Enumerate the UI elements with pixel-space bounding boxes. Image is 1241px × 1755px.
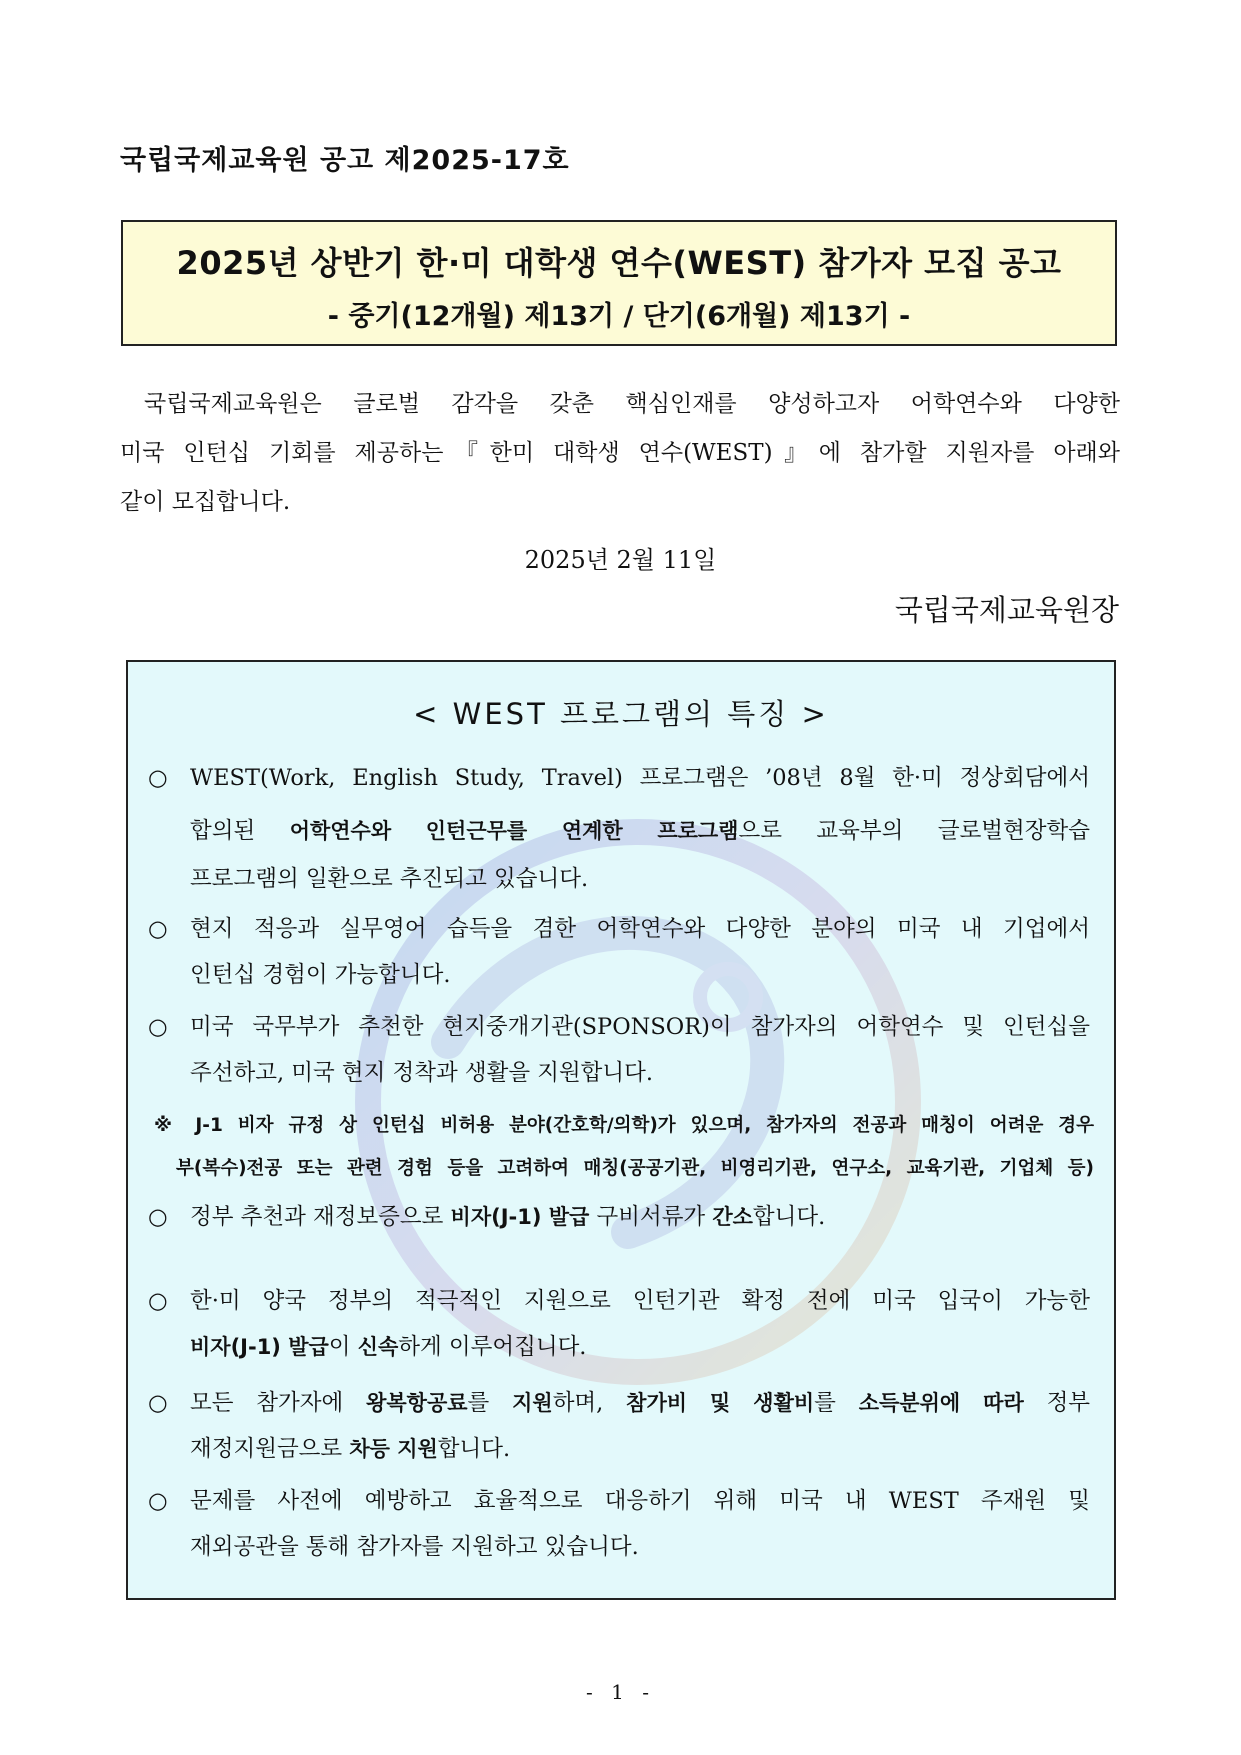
text-run: 정부 추천과 재정보증으로: [190, 1204, 451, 1230]
bullet-mark: ○: [148, 916, 168, 942]
text-run: 합의된: [190, 818, 290, 844]
emphasis: 소득분위에 따라: [858, 1391, 1024, 1415]
features-heading: < WEST 프로그램의 특징 >: [413, 697, 829, 731]
note-line: ※ J-1 비자 규정 상 인턴십 비허용 분야(간호학/의학)가 있으며, 참가자의 전공과 매칭이 어려운 경우: [154, 1115, 1094, 1136]
emphasis: 참가비 및 생활비: [626, 1391, 815, 1415]
notice-number: 국립국제교육원 공고 제2025-17호: [120, 145, 570, 176]
text-run: 구비서류가: [589, 1204, 713, 1230]
page-number: - 1 -: [586, 1680, 655, 1704]
notice-date: 2025년 2월 11일: [524, 546, 717, 574]
features-box: [126, 660, 1116, 1600]
bullet-mark: ○: [148, 1488, 168, 1514]
emphasis: 비자(J-1) 발급: [450, 1205, 590, 1229]
feature-line: 인턴십 경험이 가능합니다.: [190, 962, 451, 988]
bullet-mark: ○: [148, 1204, 168, 1230]
bullet-mark: ○: [148, 1288, 168, 1314]
feature-line: 프로그램의 일환으로 추진되고 있습니다.: [190, 866, 589, 892]
intro-paragraph: [120, 380, 1120, 527]
emphasis: 간소: [712, 1205, 753, 1229]
emphasis: 신속: [357, 1335, 399, 1359]
text-run: 를: [467, 1390, 513, 1416]
feature-line: 재외공관을 통해 참가자를 지원하고 있습니다.: [190, 1534, 639, 1560]
text-run: 합니다.: [437, 1436, 511, 1462]
document-title: 2025년 상반기 한·미 대학생 연수(WEST) 참가자 모집 공고: [176, 244, 1062, 282]
visa-note: [154, 1104, 1094, 1190]
feature-line: [190, 1426, 1090, 1472]
text-run: 를: [814, 1390, 859, 1416]
feature-line: 현지 적응과 실무영어 습득을 겸한 어학연수와 다양한 분야의 미국 내 기업에서: [190, 916, 1090, 942]
feature-line: 문제를 사전에 예방하고 효율적으로 대응하기 위해 미국 내 WEST 주재원 및: [190, 1488, 1090, 1514]
feature-line: [190, 1380, 1090, 1426]
document-subtitle: - 중기(12개월) 제13기 / 단기(6개월) 제13기 -: [327, 301, 911, 332]
text-run: 모든 참가자에: [190, 1390, 367, 1416]
emphasis: 비자(J-1) 발급: [190, 1335, 329, 1359]
bullet-mark: ○: [148, 765, 168, 791]
bullet-mark: ○: [148, 1390, 168, 1416]
text-run: 합니다.: [752, 1204, 826, 1230]
text-run: 재정지원금으로: [190, 1436, 350, 1462]
text-run: 하며,: [552, 1390, 627, 1416]
feature-line: 한·미 양국 정부의 적극적인 지원으로 인턴기관 확정 전에 미국 입국이 가능한: [190, 1288, 1090, 1314]
feature-line: 주선하고, 미국 현지 정착과 생활을 지원합니다.: [190, 1060, 654, 1086]
text-run: 으로 교육부의 글로벌현장학습: [738, 818, 1090, 844]
emphasis: 차등 지원: [349, 1437, 438, 1461]
note-line: 부(복수)전공 또는 관련 경험 등을 고려하여 매칭(공공기관, 비영리기관, 연구소, 교육기관, 기업체 등): [176, 1158, 1094, 1179]
text-run: 정부: [1023, 1390, 1091, 1416]
emphasis: 왕복항공료: [366, 1391, 468, 1415]
emphasis: 어학연수와 인턴근무를 연계한 프로그램: [289, 819, 739, 843]
feature-line: 미국 국무부가 추천한 현지중개기관(SPONSOR)이 참가자의 어학연수 및 인턴십을: [190, 1014, 1090, 1040]
feature-line: [190, 807, 1090, 855]
bullet-mark: ○: [148, 1014, 168, 1040]
text-run: 이: [328, 1334, 358, 1360]
intro-line: 같이 모집합니다.: [120, 489, 291, 515]
text-run: 하게 이루어집니다.: [398, 1334, 587, 1360]
feature-line: [190, 1324, 1090, 1370]
intro-line: 국립국제교육원은 글로벌 감각을 갖춘 핵심인재를 양성하고자 어학연수와 다양한: [144, 391, 1120, 417]
title-box: [121, 220, 1117, 346]
emphasis: 지원: [512, 1391, 553, 1415]
signer: 국립국제교육원장: [894, 593, 1119, 627]
feature-line: WEST(Work, English Study, Travel) 프로그램은 ’08년 8월 한·미 정상회담에서: [190, 765, 1090, 791]
feature-line: [190, 1194, 1090, 1240]
intro-line: 미국 인턴십 기회를 제공하는『한미 대학생 연수(WEST)』에 참가할 지원자를 아래와: [120, 440, 1120, 466]
